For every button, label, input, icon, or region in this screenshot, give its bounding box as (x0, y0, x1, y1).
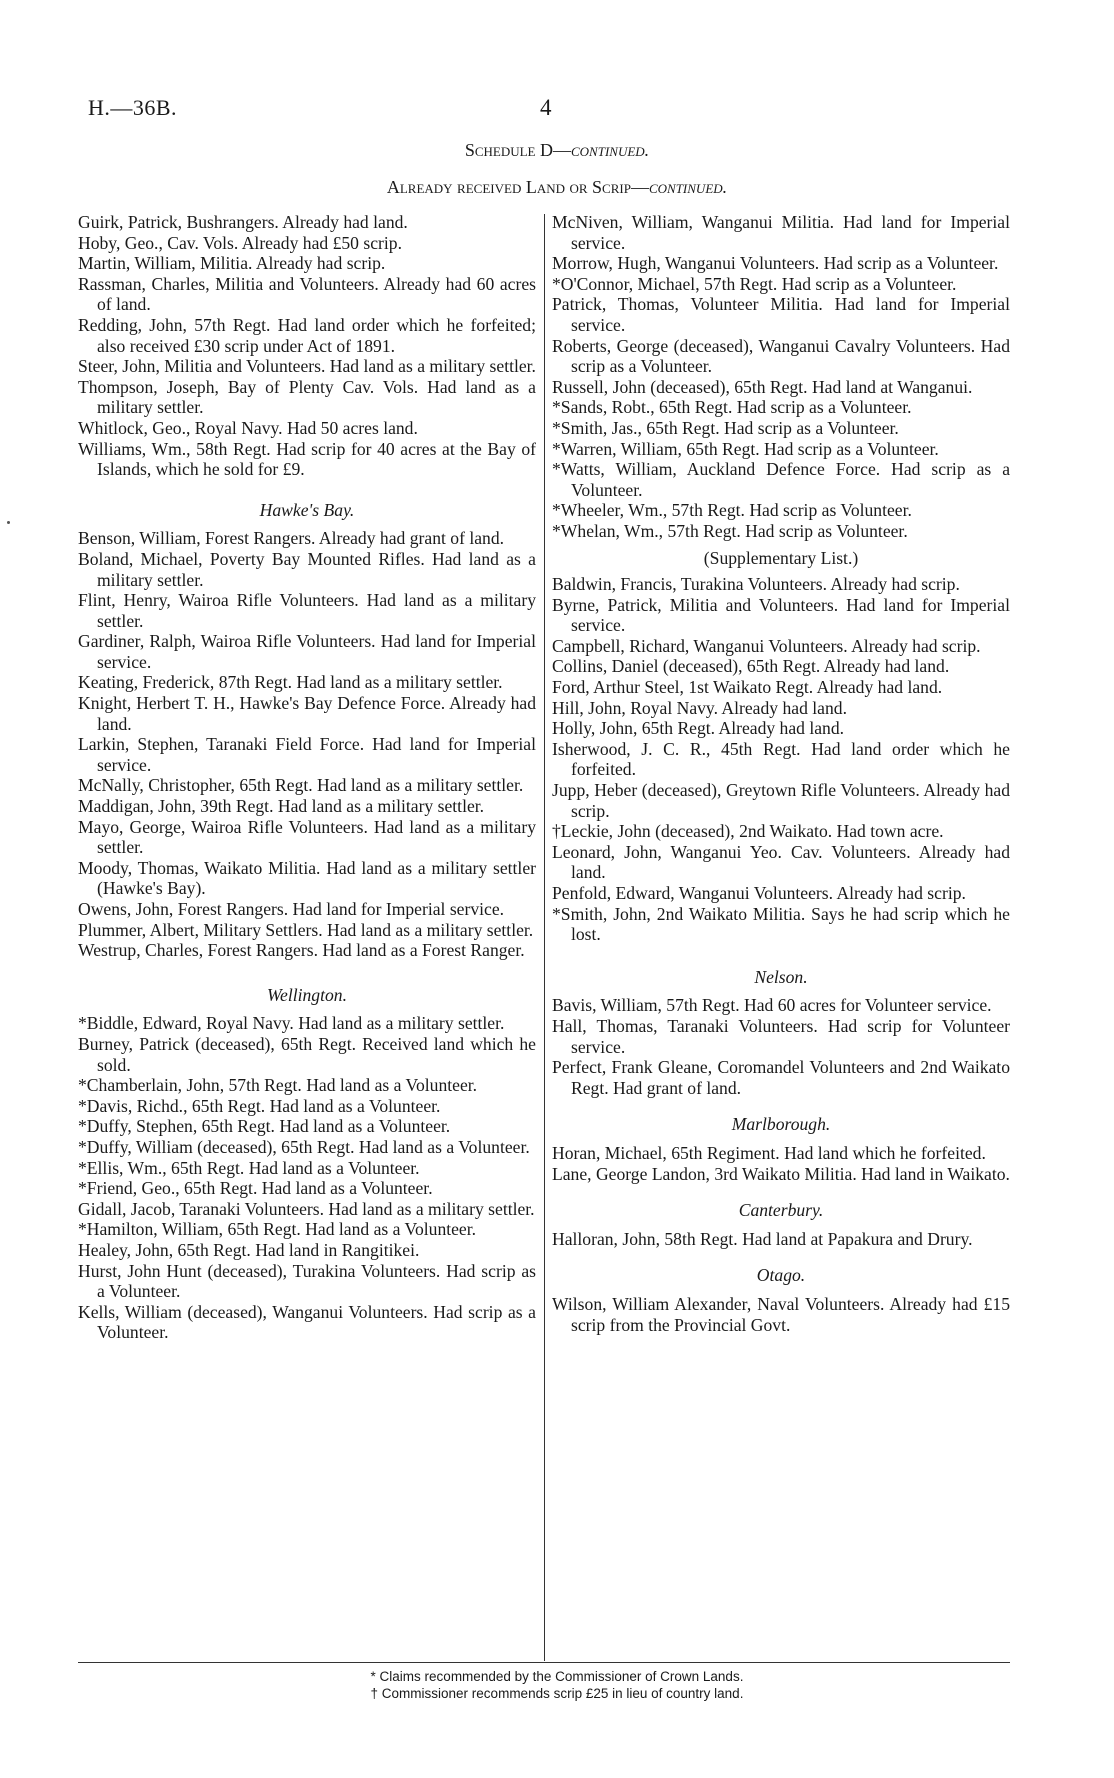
list-item: *Chamberlain, John, 57th Regt. Had land as a Volunteer. (78, 1075, 478, 1096)
list-item: *Biddle, Edward, Royal Navy. Had land as a military settler. (78, 1013, 505, 1034)
print-speck (7, 521, 10, 524)
schedule-subtitle (0, 177, 1114, 198)
list-item: Hall, Thomas, Taranaki Volunteers. Had scrip for Volunteer service. (552, 1015, 1010, 1057)
list-item: Boland, Michael, Poverty Bay Mounted Rifles. Had land as a military settler. (78, 548, 536, 590)
list-item: Keating, Frederick, 87th Regt. Had land as a military settler. (78, 672, 503, 693)
left-column (78, 212, 536, 1343)
section-heading-hawkes-bay: Hawke's Bay. (259, 499, 355, 520)
list-item: Knight, Herbert T. H., Hawke's Bay Defence Force. Already had land. (78, 693, 536, 734)
list-item: *Duffy, Stephen, 65th Regt. Had land as a Volunteer. (78, 1116, 451, 1137)
list-item: *Ellis, Wm., 65th Regt. Had land as a Volunteer. (78, 1157, 420, 1178)
list-item: Rassman, Charles, Militia and Volunteers. Already had 60 acres of land. (78, 273, 536, 315)
list-item: Plummer, Albert, Military Settlers. Had land as a military settler. (78, 919, 534, 940)
list-item: Whitlock, Geo., Royal Navy. Had 50 acres land. (78, 417, 418, 438)
footnote-divider (78, 1662, 1010, 1663)
list-item: *O'Connor, Michael, 57th Regt. Had scrip as a Volunteer. (552, 273, 957, 294)
list-item: Westrup, Charles, Forest Rangers. Had land as a Forest Ranger. (78, 940, 525, 961)
nelson-list (552, 995, 1010, 1098)
list-item: Thompson, Joseph, Bay of Plenty Cav. Vols. Had land as a military settler. (78, 376, 536, 418)
list-item: Mayo, George, Wairoa Rifle Volunteers. Had land as a military settler. (78, 816, 536, 858)
column-divider (544, 214, 545, 1661)
list-item: Halloran, John, 58th Regt. Had land at Papakura and Drury. (552, 1228, 973, 1249)
page-number: 4 (540, 95, 552, 120)
list-item: *Watts, William, Auckland Defence Force. Had scrip as a Volunteer. (552, 459, 1010, 500)
list-item: Guirk, Patrick, Bushrangers. Already had land. (78, 212, 408, 232)
list-item: *Whelan, Wm., 57th Regt. Had scrip as Volunteer. (552, 520, 908, 541)
list-item: Isherwood, J. C. R., 45th Regt. Had land order which he forfeited. (552, 738, 1010, 780)
list-item: Healey, John, 65th Regt. Had land in Rangitikei. (78, 1239, 420, 1260)
list-item: Burney, Patrick (deceased), 65th Regt. Received land which he sold. (78, 1033, 536, 1075)
document-code: H.—36B. (88, 95, 178, 120)
section-heading-otago: Otago. (756, 1265, 806, 1286)
schedule-title (0, 140, 1114, 161)
list-item: Campbell, Richard, Wanganui Volunteers. Already had scrip. (552, 635, 981, 656)
section-heading-canterbury: Canterbury. (738, 1200, 824, 1221)
wellington-list (78, 1013, 536, 1343)
list-item: *Duffy, William (deceased), 65th Regt. Had land as a Volunteer. (78, 1136, 530, 1157)
list-item: Hurst, John Hunt (deceased), Turakina Volunteers. Had scrip as a Volunteer. (78, 1260, 536, 1302)
hawkes-bay-list (78, 528, 536, 960)
list-item: Leonard, John, Wanganui Yeo. Cav. Volunteers. Already had land. (552, 841, 1010, 883)
section-heading-supplementary: (Supplementary List.) (703, 547, 859, 568)
list-item: Holly, John, 65th Regt. Already had land. (552, 718, 845, 739)
right-column (552, 212, 1010, 1335)
list-item: Martin, William, Militia. Already had scrip. (78, 253, 386, 274)
list-item: Moody, Thomas, Waikato Militia. Had land as a military settler (Hawke's Bay). (78, 857, 536, 899)
list-item: Horan, Michael, 65th Regiment. Had land which he forfeited. (552, 1142, 986, 1163)
list-item: Patrick, Thomas, Volunteer Militia. Had land for Imperial service. (552, 294, 1010, 335)
list-item: *Smith, John, 2nd Waikato Militia. Says he had scrip which he lost. (552, 903, 1010, 945)
list-item: Byrne, Patrick, Militia and Volunteers. Had land for Imperial service. (552, 594, 1010, 636)
list-item: *Wheeler, Wm., 57th Regt. Had scrip as Volunteer. (552, 500, 912, 521)
list-item: *Smith, Jas., 65th Regt. Had scrip as a Volunteer. (552, 417, 899, 438)
section-heading-wellington: Wellington. (267, 984, 347, 1005)
list-item: *Davis, Richd., 65th Regt. Had land as a Volunteer. (78, 1095, 441, 1116)
canterbury-list (552, 1229, 1010, 1250)
list-item: Penfold, Edward, Wanganui Volunteers. Already had scrip. (552, 883, 966, 903)
list-item: Lane, George Landon, 3rd Waikato Militia. Had land in Waikato. (552, 1163, 1010, 1184)
supplementary-list (552, 574, 1010, 945)
list-item: Larkin, Stephen, Taranaki Field Force. Had land for Imperial service. (78, 734, 536, 775)
list-item: Gardiner, Ralph, Wairoa Rifle Volunteers. Had land for Imperial service. (78, 631, 536, 672)
list-item: Morrow, Hugh, Wanganui Volunteers. Had scrip as a Volunteer. (552, 253, 999, 274)
list-item: Hoby, Geo., Cav. Vols. Already had £50 scrip. (78, 232, 402, 253)
list-item: Jupp, Heber (deceased), Greytown Rifle Volunteers. Already had scrip. (552, 780, 1010, 821)
otago-list (552, 1294, 1010, 1335)
list-item: Williams, Wm., 58th Regt. Had scrip for 40 acres at the Bay of Islands, which he sold for £9. (78, 438, 536, 480)
list-item: Wilson, William Alexander, Naval Volunteers. Already had £15 scrip from the Provincial Govt. (552, 1293, 1010, 1335)
list-item: Russell, John (deceased), 65th Regt. Had land at Wanganui. (552, 376, 973, 397)
schedule-title-main: Schedule D— (464, 140, 571, 160)
list-item: *Friend, Geo., 65th Regt. Had land as a Volunteer. (78, 1178, 433, 1199)
schedule-title-continued: continued. (570, 140, 650, 160)
entries-top-left (78, 212, 536, 480)
section-heading-marlborough: Marlborough. (731, 1114, 831, 1135)
list-item: Collins, Daniel (deceased), 65th Regt. Already had land. (552, 656, 950, 677)
list-item: Perfect, Frank Gleane, Coromandel Volunteers and 2nd Waikato Regt. Had grant of land. (552, 1057, 1010, 1098)
list-item: *Sands, Robt., 65th Regt. Had scrip as a Volunteer. (552, 397, 912, 418)
list-item: Benson, William, Forest Rangers. Already had grant of land. (78, 528, 505, 549)
list-item: McNiven, William, Wanganui Militia. Had land for Imperial service. (552, 212, 1010, 253)
list-item: Kells, William (deceased), Wanganui Volunteers. Had scrip as a Volunteer. (78, 1301, 536, 1343)
list-item: Ford, Arthur Steel, 1st Waikato Regt. Already had land. (552, 677, 943, 698)
list-item: *Hamilton, William, 65th Regt. Had land as a Volunteer. (78, 1219, 477, 1240)
list-item: Steer, John, Militia and Volunteers. Had land as a military settler. (78, 356, 536, 377)
list-item: Maddigan, John, 39th Regt. Had land as a military settler. (78, 796, 485, 817)
list-item: Roberts, George (deceased), Wanganui Cavalry Volunteers. Had scrip as a Volunteer. (552, 335, 1010, 377)
list-item: Bavis, William, 57th Regt. Had 60 acres for Volunteer service. (552, 995, 992, 1016)
list-item: Redding, John, 57th Regt. Had land order which he forfeited; also received £30 scrip under Act of 1891. (78, 314, 536, 356)
footnote-dagger: † Commissioner recommends scrip £25 in lieu of country land. (370, 1686, 744, 1701)
list-item: Gidall, Jacob, Taranaki Volunteers. Had land as a military settler. (78, 1198, 535, 1219)
entries-top-right (552, 212, 1010, 542)
marlborough-list (552, 1143, 1010, 1184)
list-item: Owens, John, Forest Rangers. Had land for Imperial service. (78, 899, 505, 919)
list-item: Hill, John, Royal Navy. Already had land. (552, 697, 847, 718)
list-item: *Warren, William, 65th Regt. Had scrip as a Volunteer. (552, 438, 939, 459)
schedule-subtitle-main: Already received Land or Scrip— (386, 177, 649, 197)
list-item: Flint, Henry, Wairoa Rifle Volunteers. Had land as a military settler. (78, 590, 536, 631)
schedule-subtitle-continued: continued. (648, 177, 728, 197)
list-item: †Leckie, John (deceased), 2nd Waikato. Had town acre. (552, 821, 944, 842)
list-item: McNally, Christopher, 65th Regt. Had land as a military settler. (78, 775, 524, 796)
list-item: Baldwin, Francis, Turakina Volunteers. Already had scrip. (552, 574, 960, 595)
section-heading-nelson: Nelson. (754, 966, 808, 987)
footnote-asterisk: * Claims recommended by the Commissioner of Crown Lands. (370, 1669, 744, 1684)
